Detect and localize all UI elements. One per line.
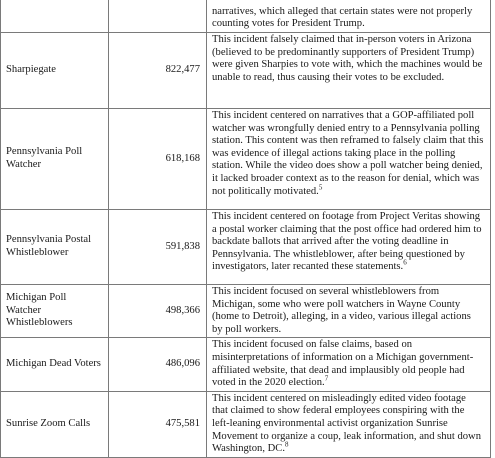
table-row (1, 33, 491, 109)
description-cell (207, 210, 491, 285)
footnote-marker: 6 (403, 258, 407, 267)
description-text: This incident falsely claimed that in-person voters in Arizona (believed to be predominantly supporters of President Trump) were given Sharpies to vote with, which the machines would be unable to read, thus causing their votes to be excluded. (212, 34, 483, 83)
description-text: narratives, which alleged that certain states were not properly counting votes for President Trump. (212, 5, 473, 30)
description-cell (207, 391, 491, 457)
view-count-cell: 618,168 (109, 109, 207, 210)
description-cell (207, 109, 491, 210)
footnote-marker: 7 (324, 374, 329, 383)
incident-name-cell: Sunrise Zoom Calls (1, 391, 109, 457)
table-row (1, 391, 491, 457)
description-cell (207, 285, 491, 338)
description-cell (207, 0, 491, 33)
incident-name-cell: Sharpiegate (1, 33, 109, 109)
view-count-cell (109, 0, 207, 33)
footnote-marker: 5 (318, 183, 323, 192)
description-text: This incident centered on narratives that a GOP-affiliated poll watcher was wrongfully denied entry to a Pennsylvania polling station. This content was then reframed to falsely claim that this was evidence of illegal actions taking place in the polling station. While the video does show a poll watcher being denied, it lacked broader context as to the reason for denial, which was not politically motivated. (212, 110, 484, 197)
incident-name-cell: Pennsylvania Poll Watcher (1, 109, 109, 210)
incident-name-cell: Michigan Poll Watcher Whistleblowers (1, 285, 109, 338)
table-row (1, 109, 491, 210)
view-count-cell: 822,477 (109, 33, 207, 109)
incident-name-cell (1, 0, 109, 33)
view-count-cell: 486,096 (109, 338, 207, 391)
table-row (1, 338, 491, 391)
description-cell (207, 338, 491, 391)
footnote-marker: 8 (285, 440, 289, 449)
table-row (1, 285, 491, 338)
view-count-cell: 475,581 (109, 391, 207, 457)
description-text: This incident centered on misleadingly edited video footage that claimed to show federal employees conspiring with the left-leaning environmental activist organization Sunrise Movement to organize a coup, leak information, and shut down Washington, DC. (212, 392, 481, 455)
description-cell (207, 33, 491, 109)
description-text: This incident focused on several whistleblowers from Michigan, some who were poll watchers in Wayne County (home to Detroit), alleging, in a video, various illegal actions by poll workers. (212, 286, 471, 335)
view-count-cell: 498,366 (109, 285, 207, 338)
incident-name-cell: Michigan Dead Voters (1, 338, 109, 391)
description-text: This incident centered on footage from Project Veritas showing a postal worker claiming that the post office had ordered him to backdate ballots that arrived after the voting deadline in Pennsylvania. The whistleblower, after being questioned by investigators, later recanted these statements. (212, 211, 482, 273)
table-row (1, 0, 491, 33)
view-count-cell: 591,838 (109, 210, 207, 285)
table-row (1, 210, 491, 285)
incident-name-cell: Pennsylvania Postal Whistleblower (1, 210, 109, 285)
description-text: This incident focused on false claims, based on misinterpretations of information on a Michigan government-affiliated website, that dead and implausibly old people had voted in the 2020 election. (212, 339, 474, 389)
